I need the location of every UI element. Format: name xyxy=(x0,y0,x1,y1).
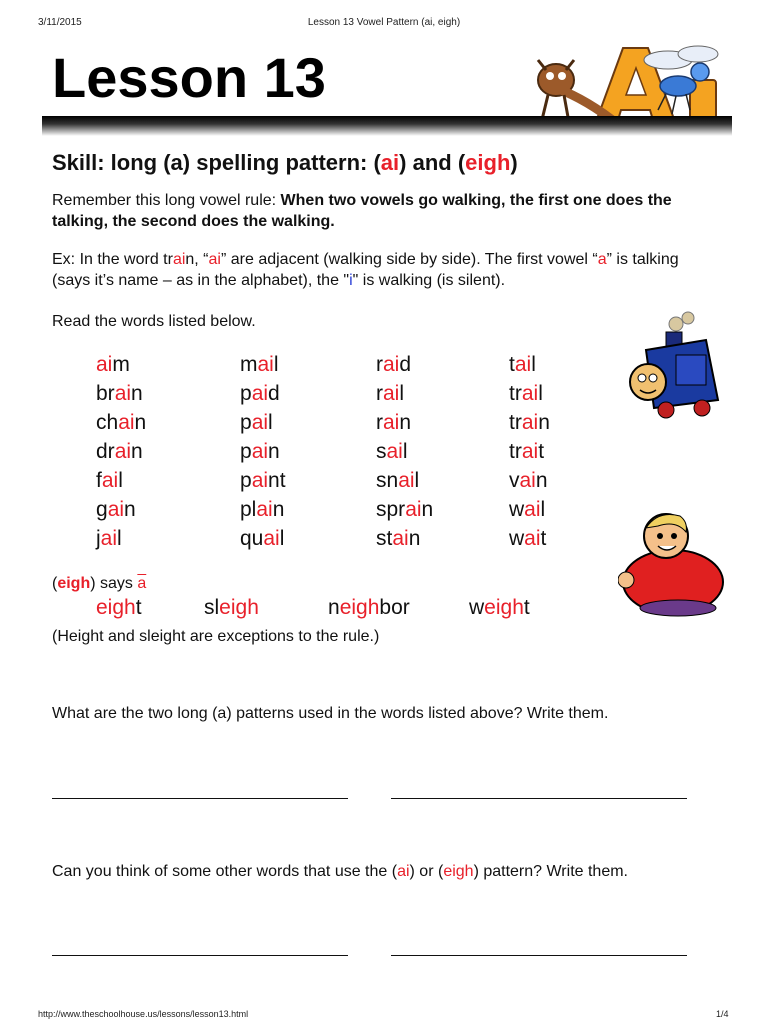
list-item: trait xyxy=(509,440,545,463)
word-column xyxy=(240,350,286,553)
list-item: rail xyxy=(376,382,405,405)
list-item: plain xyxy=(240,498,285,521)
list-item: wail xyxy=(509,498,546,521)
list-item: sail xyxy=(376,440,408,463)
list-item: drain xyxy=(96,440,143,463)
answer-line-1a[interactable] xyxy=(52,798,348,799)
word-column xyxy=(376,350,433,553)
word-column xyxy=(96,350,146,553)
vowel-rule: Remember this long vowel rule: When two vowels go walking, the first one does the talking, the second does the walking. xyxy=(52,192,672,230)
list-item: mail xyxy=(240,353,279,376)
list-item: raid xyxy=(376,353,412,376)
list-item: quail xyxy=(240,527,285,550)
print-date: 3/11/2015 xyxy=(38,17,82,28)
read-instruction: Read the words listed below. xyxy=(52,313,256,330)
list-item: paint xyxy=(240,469,286,492)
list-item: vain xyxy=(509,469,548,492)
answer-line-2b[interactable] xyxy=(391,955,687,956)
train-illustration xyxy=(626,310,726,420)
example-paragraph: Ex: In the word train, “ai” are adjacent (walking side by side). The first vowel “a” is talking (says it’s name – as in the alphabet), the "i" is walking (is silent). xyxy=(52,251,679,289)
list-item: sleigh xyxy=(204,596,259,619)
list-item: wait xyxy=(509,527,547,550)
footer-page-number: 1/4 xyxy=(716,1009,729,1019)
list-item: chain xyxy=(96,411,147,434)
list-item: rain xyxy=(376,411,412,434)
list-item: jail xyxy=(96,527,122,550)
list-item: gain xyxy=(96,498,136,521)
list-item: train xyxy=(509,411,550,434)
eigh-says-line: (eigh) says $\overline{a}$ xyxy=(52,575,147,592)
list-item: neighbor xyxy=(328,596,410,619)
question-1: What are the two long (a) patterns used in the words listed above? Write them. xyxy=(52,705,609,722)
title-divider xyxy=(42,116,732,136)
list-item: snail xyxy=(376,469,420,492)
list-item: weight xyxy=(469,596,530,619)
boy-illustration xyxy=(618,508,728,618)
list-item: pain xyxy=(240,440,280,463)
list-item: aim xyxy=(96,353,130,376)
list-item: fail xyxy=(96,469,123,492)
print-title: Lesson 13 Vowel Pattern (ai, eigh) xyxy=(307,17,461,28)
list-item: stain xyxy=(376,527,421,550)
lesson-title: Lesson 13 xyxy=(52,46,326,109)
list-item: trail xyxy=(509,382,543,405)
answer-line-1b[interactable] xyxy=(391,798,687,799)
skill-heading: Skill: long (a) spelling pattern: (ai) and (eigh) xyxy=(52,150,518,175)
list-item: paid xyxy=(240,382,280,405)
answer-line-2a[interactable] xyxy=(52,955,348,956)
word-column xyxy=(509,350,550,553)
footer-url[interactable]: http://www.theschoolhouse.us/lessons/lesson13.html xyxy=(38,1009,249,1019)
list-item: eight xyxy=(96,596,142,619)
list-item: pail xyxy=(240,411,273,434)
exceptions-note: (Height and sleight are exceptions to the rule.) xyxy=(52,628,380,645)
list-item: sprain xyxy=(376,498,434,521)
list-item: brain xyxy=(96,382,143,405)
list-item: tail xyxy=(509,353,536,376)
question-2: Can you think of some other words that use the (ai) or (eigh) pattern? Write them. xyxy=(52,863,628,880)
